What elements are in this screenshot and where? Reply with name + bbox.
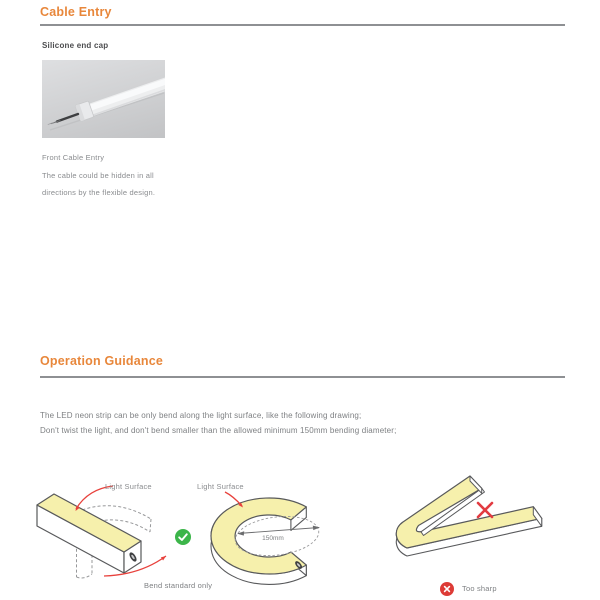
bend-standard-caption: Bend standard only (144, 581, 213, 590)
bend-radius-diagram (195, 470, 335, 595)
cross-circle-icon (440, 582, 454, 596)
section-rule (40, 376, 565, 378)
end-cap-photo-drawing (42, 60, 165, 138)
light-surface-pointer (225, 492, 242, 506)
silicone-end-cap-photo (42, 60, 165, 138)
section-title-operation-guidance: Operation Guidance (40, 354, 164, 368)
light-surface-label: Light Surface (197, 482, 244, 491)
photo-caption-line: directions by the flexible design. (42, 188, 156, 197)
subsection-title: Silicone end cap (42, 41, 109, 50)
photo-caption-line: Front Cable Entry (42, 153, 105, 162)
too-sharp-caption: Too sharp (462, 584, 497, 593)
photo-caption-line: The cable could be hidden in all (42, 171, 154, 180)
guidance-paragraph-line: Don't twist the light, and don't bend smaller than the allowed minimum 150mm bending diameter; (40, 426, 397, 435)
section-title-cable-entry: Cable Entry (40, 5, 112, 19)
guidance-paragraph-line: The LED neon strip can be only bend along the light surface, like the following drawing; (40, 411, 362, 420)
light-surface-label: Light Surface (105, 482, 152, 491)
too-sharp-diagram (385, 470, 560, 595)
check-circle-icon (175, 529, 191, 545)
error-x-mark (478, 503, 492, 517)
diameter-dimension (237, 526, 320, 542)
section-rule (40, 24, 565, 26)
diameter-value-label: 150mm (262, 535, 284, 542)
